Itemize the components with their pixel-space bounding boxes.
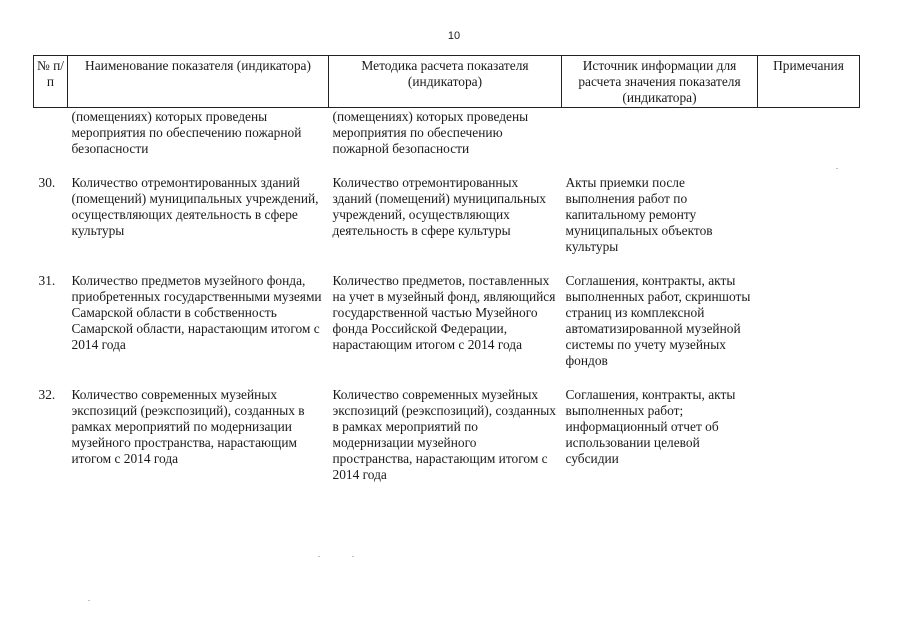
cell-method: (помещениях) которых проведены мероприятия по обеспечению пожарной безопасности [332, 109, 529, 156]
cell-notes [758, 387, 860, 483]
cell-num: 32. [38, 387, 56, 402]
cell-name: Количество предметов музейного фонда, приобретенных государственными музеями Самарской области в собственность Самарской области, нарастающим итогом с 2014 года [71, 273, 322, 352]
header-source: Источник информации для расчета значения показателя (индикатора) [562, 56, 758, 108]
cell-method: Количество отремонтированных зданий (помещений) муниципальных учреждений, осуществляющих деятельность в сфере культуры [332, 175, 546, 238]
cell-name: (помещениях) которых проведены мероприятия по обеспечению пожарной безопасности [71, 109, 302, 156]
cell-name: Количество современных музейных экспозиций (реэкспозиций), созданных в рамках мероприятий по модернизации музейного пространства, нарастающим итогом с 2014 года [71, 387, 305, 466]
header-num: № п/п [34, 56, 68, 108]
table-row [34, 175, 860, 273]
cell-method: Количество современных музейных экспозиций (реэкспозиций), созданных в рамках мероприятий по модернизации музейного пространства, нарастающим итогом с 2014 года [332, 387, 556, 482]
cell-num [34, 108, 68, 176]
scan-speck [88, 600, 90, 601]
table-header-row [34, 56, 860, 108]
cell-num: 30. [38, 175, 56, 190]
cell-num: 31. [38, 273, 56, 288]
cell-notes [758, 108, 860, 176]
cell-notes [758, 175, 860, 273]
cell-method: Количество предметов, поставленных на учет в музейный фонд, являющийся государственной частью Музейного фонда Российской Федерации, нарастающим итогом с 2014 года [332, 273, 556, 352]
cell-notes [758, 273, 860, 387]
table-row-continuation [34, 108, 860, 176]
table-row [34, 273, 860, 387]
cell-source: Соглашения, контракты, акты выполненных работ; информационный отчет об использовании целевой субсидии [565, 387, 736, 466]
scan-speck [352, 556, 354, 557]
cell-source: Соглашения, контракты, акты выполненных работ, скриншоты страниц из комплексной автоматизированной музейной системы по учету музейных фондов [565, 273, 751, 368]
scan-speck [836, 168, 838, 169]
cell-name: Количество отремонтированных зданий (помещений) муниципальных учреждений, осуществляющих деятельность в сфере культуры [71, 175, 319, 238]
header-name: Наименование показателя (индикатора) [68, 56, 329, 108]
scan-speck [318, 556, 320, 557]
cell-source: Акты приемки после выполнения работ по капитальному ремонту муниципальных объектов культуры [565, 175, 713, 254]
indicator-table [33, 55, 860, 483]
table-row [34, 387, 860, 483]
header-method: Методика расчета показателя (индикатора) [329, 56, 562, 108]
cell-source [562, 108, 758, 176]
page-number: 10 [447, 30, 461, 42]
header-notes: Примечания [758, 56, 860, 108]
